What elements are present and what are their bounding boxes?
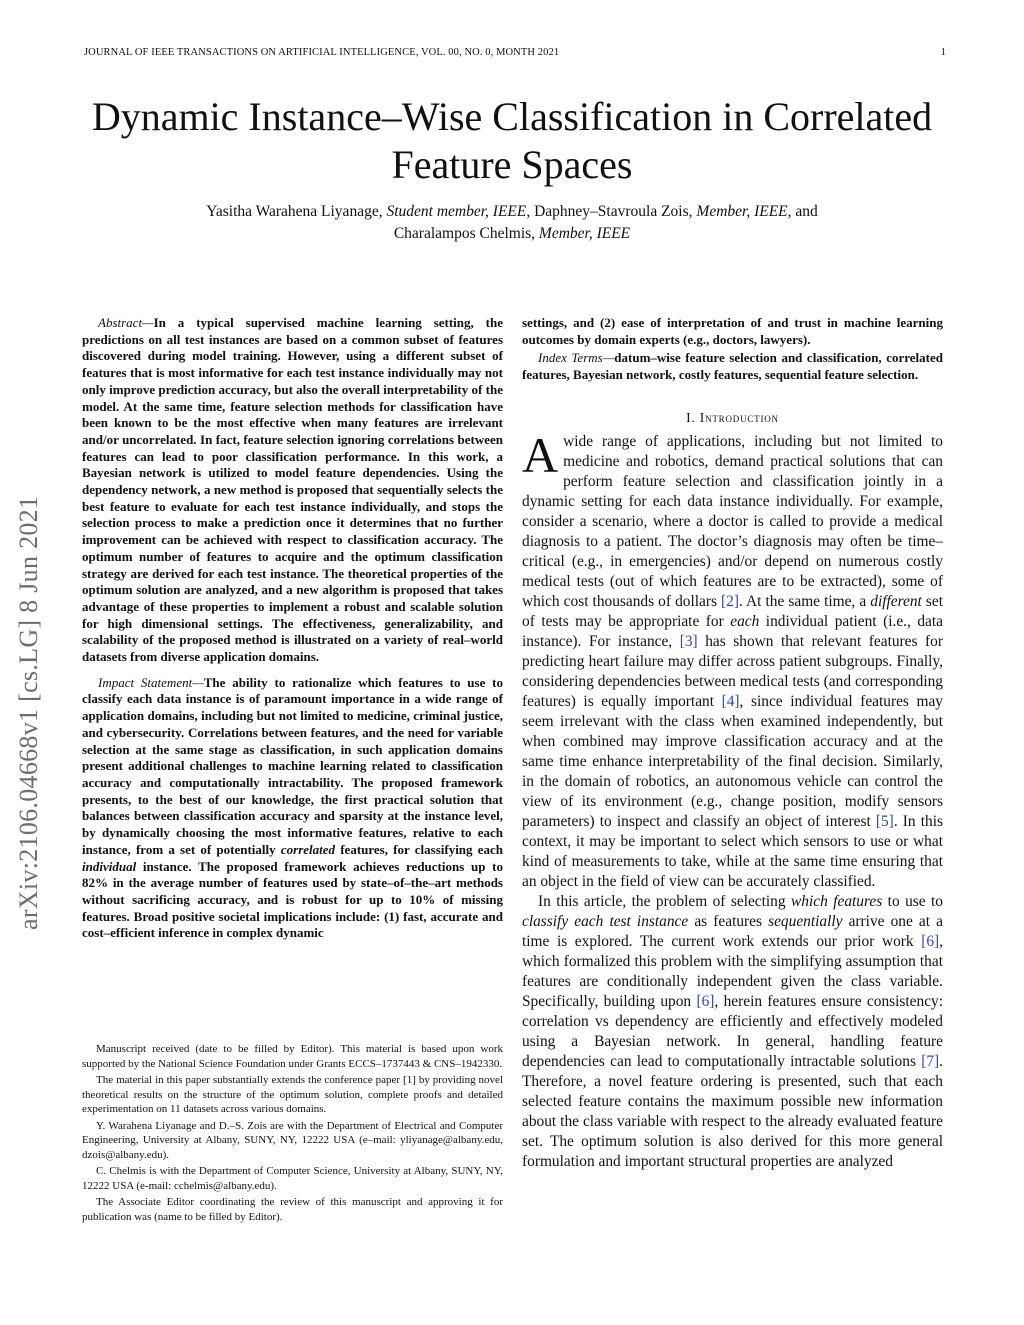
intro-emphasis: sequentially [768, 912, 843, 930]
index-terms [522, 350, 943, 383]
intro-emphasis: different [870, 592, 922, 610]
impact-text-3: instance. The proposed framework achieves reductions up to 82% in the average number of features used by state–of–the–art methods without sacrificing accuracy, and is robust for up to 10% of missing features. Broad positive societal implications include: (1) fast, accurate and cost–efficient inference in complex dynamic [82, 858, 503, 941]
intro-text: as features [688, 912, 769, 930]
intro-emphasis: classify each test instance [522, 912, 689, 930]
citation-link[interactable]: [4] [721, 692, 740, 710]
footnote-editor: The Associate Editor coordinating the review of this manuscript and approving it for publication was (name to be filled by Editor). [82, 1196, 503, 1223]
intro-text: . Therefore, a novel feature ordering is presented, such that each selected feature contains the maximum possible new information about the class variable with respect to the already evaluated feature set. The optimum solution is also derived for this more general formulation and important structural properties are analyzed [522, 1052, 943, 1170]
introduction-body [522, 426, 943, 1172]
author-1-role: Student member, IEEE [386, 203, 527, 220]
author-conjunction: , and [787, 203, 818, 220]
citation-link[interactable]: [6] [696, 992, 715, 1010]
intro-text: to use to [882, 892, 943, 910]
impact-emphasis-1: correlated [280, 841, 336, 857]
intro-text: , which formalized this problem with the simplifying assumption that features are conditionally independent given the class variable. Specifically, building upon [522, 932, 943, 1010]
footnote-manuscript: Manuscript received (date to be filled by Editor). This material is based upon work supported by the National Science Foundation under Grants ECCS–1737443 & CNS–1942330. [82, 1043, 503, 1070]
citation-link[interactable]: [7] [921, 1052, 940, 1070]
left-column [82, 315, 503, 942]
intro-emphasis: which features [791, 892, 883, 910]
section-heading-introduction: I. Introduction [686, 409, 779, 425]
abstract [82, 315, 503, 666]
author-3: Charalampos Chelmis, [393, 225, 539, 242]
index-terms-label: Index Terms— [538, 350, 615, 366]
impact-statement [82, 675, 503, 942]
citation-link[interactable]: [5] [875, 812, 894, 830]
footnote-conference: The material in this paper substantially extends the conference paper [1] by providing novel theoretical results on the structure of the optimum solution, complete proofs and detailed experimentation on 11 datasets across various domains. [82, 1074, 503, 1115]
intro-text: In this article, the problem of selecting [538, 892, 792, 910]
intro-text: . At the same time, a [738, 592, 871, 610]
abstract-text: In a typical supervised machine learning setting, the predictions on all test instances are based on a common subset of features discovered during model training. However, using a different subset of features that is most informative for each test instance individually may not only improve prediction accuracy, but also the overall interpretability of the model. At the same time, feature selection methods for classification have been known to be the most effective when many features are irrelevant and/or uncorrelated. In fact, feature selection ignoring correlations between features can lead to poor classification performance. In this work, a Bayesian network is utilized to model feature dependencies. Using the dependency network, a new method is proposed that sequentially selects the best feature to evaluate for each test instance individually, and stops the selection process to make a prediction once it determines that no further improvement can be achieved with respect to classification accuracy. The optimum number of features to acquire and the optimum classification strategy are derived for each test instance. The theoretical properties of the optimum solution are analyzed, and a new algorithm is proposed that takes advantage of these properties to implement a robust and scalable solution for high dimensional settings. The effectiveness, generalizability, and scalability of the proposed method is illustrated on a variety of real–world datasets from diverse application domains. [82, 315, 503, 665]
intro-text: has shown that relevant features for predicting heart failure may differ across patient subgroups. Finally, considering dependencies between medical tests (and corresponding features) is equally important [522, 632, 943, 710]
author-list [110, 201, 914, 245]
author-1: Yasitha Warahena Liyanage, [206, 203, 387, 220]
page-number: 1 [940, 47, 946, 58]
intro-text: arrive one at a time is explored. The current work extends our prior work [522, 912, 943, 950]
impact-emphasis-2: individual [82, 858, 137, 874]
footnotes [82, 1042, 503, 1226]
arxiv-stamp[interactable]: arXiv:2106.04668v1 [cs.LG] 8 Jun 2021 [14, 495, 43, 930]
author-2-role: Member, IEEE [696, 203, 788, 220]
intro-text: set of tests may be appropriate for [522, 592, 943, 630]
right-column [522, 315, 943, 1172]
index-terms-text: datum–wise feature selection and classification, correlated features, Bayesian network, costly features, sequential feature selection. [522, 350, 943, 383]
citation-link[interactable]: [3] [679, 632, 698, 650]
intro-text: individual patient (i.e., data instance). For instance, [522, 612, 943, 650]
intro-text: , since individual features may seem irrelevant with the class when examined independently, but when combined may improve classification accuracy and at the same time enhance interpretability of the final decision. Similarly, in the domain of robotics, an autonomous vehicle can control the view of its environment (e.g., change position, modify sensors parameters) to inspect and classify an object of interest [522, 692, 943, 830]
citation-link[interactable]: [2] [721, 592, 739, 610]
impact-label: Impact Statement— [98, 674, 204, 690]
author-3-role: Member, IEEE [538, 225, 631, 242]
intro-text: wide range of applications, including but not limited to medicine and robotics, demand practical solutions that can perform feature selection and classification jointly in a dynamic setting for each data instance individually. For example, consider a scenario, where a doctor is called to provide a medical diagnosis to a patient. The doctor’s diagnosis may often be time–critical (e.g., in emergencies) and/or depend on numerous costly medical tests (out of which features are to be extracted), some of which cost thousands of dollars [522, 432, 943, 610]
drop-cap: A [522, 426, 559, 483]
intro-text: , herein features ensure consistency: correlation vs dependency are efficiently and effectively modeled using a Bayesian network. In general, handling feature dependencies can lead to computationally intractable solutions [522, 992, 943, 1070]
footnote-affiliation-2: C. Chelmis is with the Department of Computer Science, University at Albany, SUNY, NY, 12222 USA (e-mail: cchelmis@albany.edu). [82, 1165, 503, 1192]
citation-link[interactable]: [6] [921, 932, 940, 950]
abstract-label: Abstract— [98, 315, 154, 330]
intro-text: . In this context, it may be important to select which sensors to use or what kind of measurements to take, while at the same time ensuring that an object in the field of view can be accurately classified. [522, 812, 943, 890]
impact-continued: settings, and (2) ease of interpretation of and trust in machine learning outcomes by domain experts (e.g., doctors, lawyers). [522, 315, 943, 347]
intro-paragraph-2 [522, 892, 943, 1172]
author-2: , Daphney–Stavroula Zois, [526, 203, 697, 220]
running-header [84, 47, 946, 58]
impact-text-1: The ability to rationalize which features to use to classify each data instance is of paramount importance in a wide range of application domains, including but not limited to medicine, criminal justice, and cybersecurity. Correlations between features, and the need for variable selection at the same stage as classification, in such application domains present additional challenges to machine learning related to classification accuracy and computationally intractability. The proposed framework presents, to the best of our knowledge, the first practical solution that balances between classification accuracy and sparsity at the instance level, by dynamically choosing the most informative features, relative to each instance, from a set of potentially [82, 674, 504, 857]
footnote-affiliation-1: Y. Warahena Liyanage and D.–S. Zois are with the Department of Electrical and Computer Engineering, University at Albany, SUNY, NY, 12222 USA (e–mail: yliyanage@albany.edu, dzois@albany.edu). [82, 1119, 503, 1161]
paper-title: Dynamic Instance–Wise Classification in Correlated Feature Spaces [91, 94, 933, 187]
journal-name: JOURNAL OF IEEE TRANSACTIONS ON ARTIFICIAL INTELLIGENCE, VOL. 00, NO. 0, MONTH 2021 [84, 47, 560, 58]
intro-emphasis: each [730, 612, 760, 630]
intro-paragraph-1 [522, 426, 943, 892]
impact-text-2: features, for classifying each [335, 841, 503, 857]
